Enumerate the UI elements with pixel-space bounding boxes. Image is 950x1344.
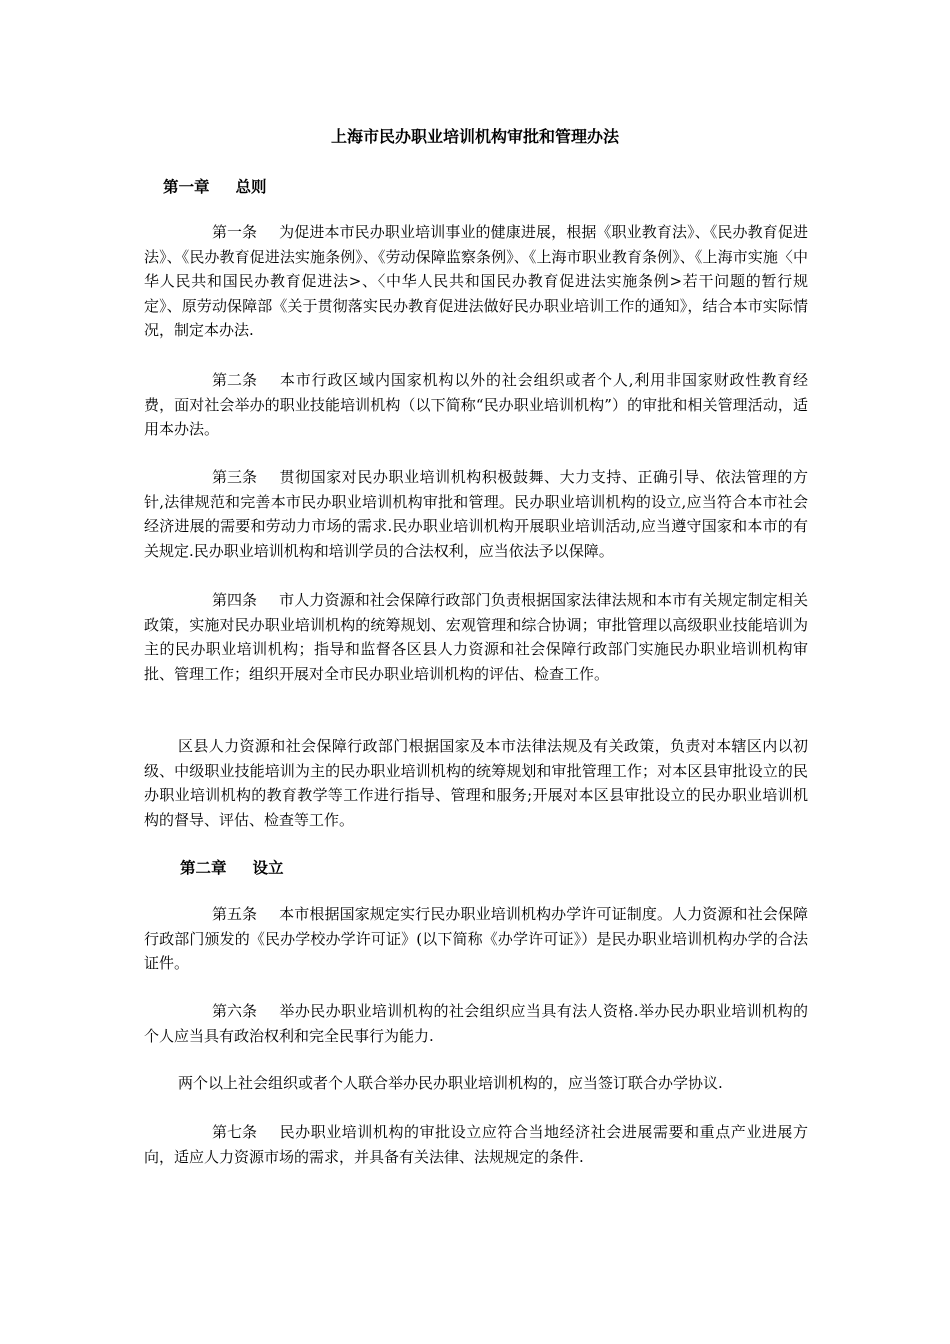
article-3 <box>144 465 808 563</box>
article-6-label: 第六条 <box>212 1002 258 1020</box>
chapter-1-heading <box>163 176 267 198</box>
article-6-paragraph-2-text: 两个以上社会组织或者个人联合举办民办职业培训机构的，应当签订联合办学协议. <box>178 1074 723 1092</box>
article-2-label: 第二条 <box>212 371 258 389</box>
article-5-label: 第五条 <box>212 905 258 923</box>
article-4-label: 第四条 <box>212 591 258 609</box>
article-2-text: 本市行政区域内国家机构以外的社会组织或者个人,利用非国家财政性教育经费，面对社会举办的职业技能培训机构（以下简称“民办职业培训机构”）的审批和相关管理活动，适用本办法。 <box>144 371 808 438</box>
article-1-text: 为促进本市民办职业培训事业的健康进展，根据《职业教育法》、《民办教育促进法》、《民办教育促进法实施条例》、《劳动保障监察条例》、《上海市职业教育条例》、《上海市实施〈中华人民共和国民办教育促进法>、〈中华人民共和国民办教育促进法实施条例>若干问题的暂行规定》、原劳动保障部《关于贯彻落实民办教育促进法做好民办职业培训工作的通知》，结合本市实际情况，制定本办法. <box>144 223 808 339</box>
article-1 <box>144 220 808 343</box>
document-title: 上海市民办职业培训机构审批和管理办法 <box>330 127 619 146</box>
chapter-1-name: 总则 <box>235 178 267 196</box>
article-5-text: 本市根据国家规定实行民办职业培训机构办学许可证制度。人力资源和社会保障行政部门颁发的《民办学校办学许可证》(以下简称《办学许可证》）是民办职业培训机构办学的合法证件。 <box>144 905 808 972</box>
article-6-text: 举办民办职业培训机构的社会组织应当具有法人资格.举办民办职业培训机构的个人应当具有政治权利和完全民事行为能力. <box>144 1002 808 1045</box>
article-4-text: 市人力资源和社会保障行政部门负责根据国家法律法规和本市有关规定制定相关政策，实施对民办职业培训机构的统筹规划、宏观管理和综合协调；审批管理以高级职业技能培训为主的民办职业培训机构；指导和监督各区县人力资源和社会保障行政部门实施民办职业培训机构审批、管理工作；组织开展对全市民办职业培训机构的评估、检查工作。 <box>144 591 808 683</box>
article-3-label: 第三条 <box>212 468 258 486</box>
chapter-2-heading <box>180 857 284 879</box>
article-4 <box>144 588 808 686</box>
article-1-label: 第一条 <box>212 223 258 241</box>
article-7 <box>144 1120 808 1169</box>
article-6 <box>144 999 808 1048</box>
chapter-2-number: 第二章 <box>180 859 227 877</box>
article-6-paragraph-2 <box>144 1071 808 1096</box>
article-7-label: 第七条 <box>212 1123 258 1141</box>
article-4-paragraph-2-text: 区县人力资源和社会保障行政部门根据国家及本市法律法规及有关政策，负责对本辖区内以初级、中级职业技能培训为主的民办职业培训机构的统筹规划和审批管理工作；对本区县审批设立的民办职业培训机构的教育教学等工作进行指导、管理和服务;开展对本区县审批设立的民办职业培训机构的督导、评估、检查等工作。 <box>144 737 808 829</box>
article-7-text: 民办职业培训机构的审批设立应符合当地经济社会进展需要和重点产业进展方向，适应人力资源市场的需求，并具备有关法律、法规规定的条件. <box>144 1123 808 1166</box>
article-3-text: 贯彻国家对民办职业培训机构积极鼓舞、大力支持、正确引导、依法管理的方针,法律规范和完善本市民办职业培训机构审批和管理。民办职业培训机构的设立,应当符合本市社会经济进展的需要和劳动力市场的需求.民办职业培训机构开展职业培训活动,应当遵守国家和本市的有关规定.民办职业培训机构和培训学员的合法权利，应当依法予以保障。 <box>144 468 808 560</box>
chapter-1-number: 第一章 <box>163 178 210 196</box>
chapter-2-name: 设立 <box>252 859 284 877</box>
article-5 <box>144 902 808 976</box>
article-2 <box>144 368 808 442</box>
article-4-paragraph-2 <box>144 734 808 832</box>
